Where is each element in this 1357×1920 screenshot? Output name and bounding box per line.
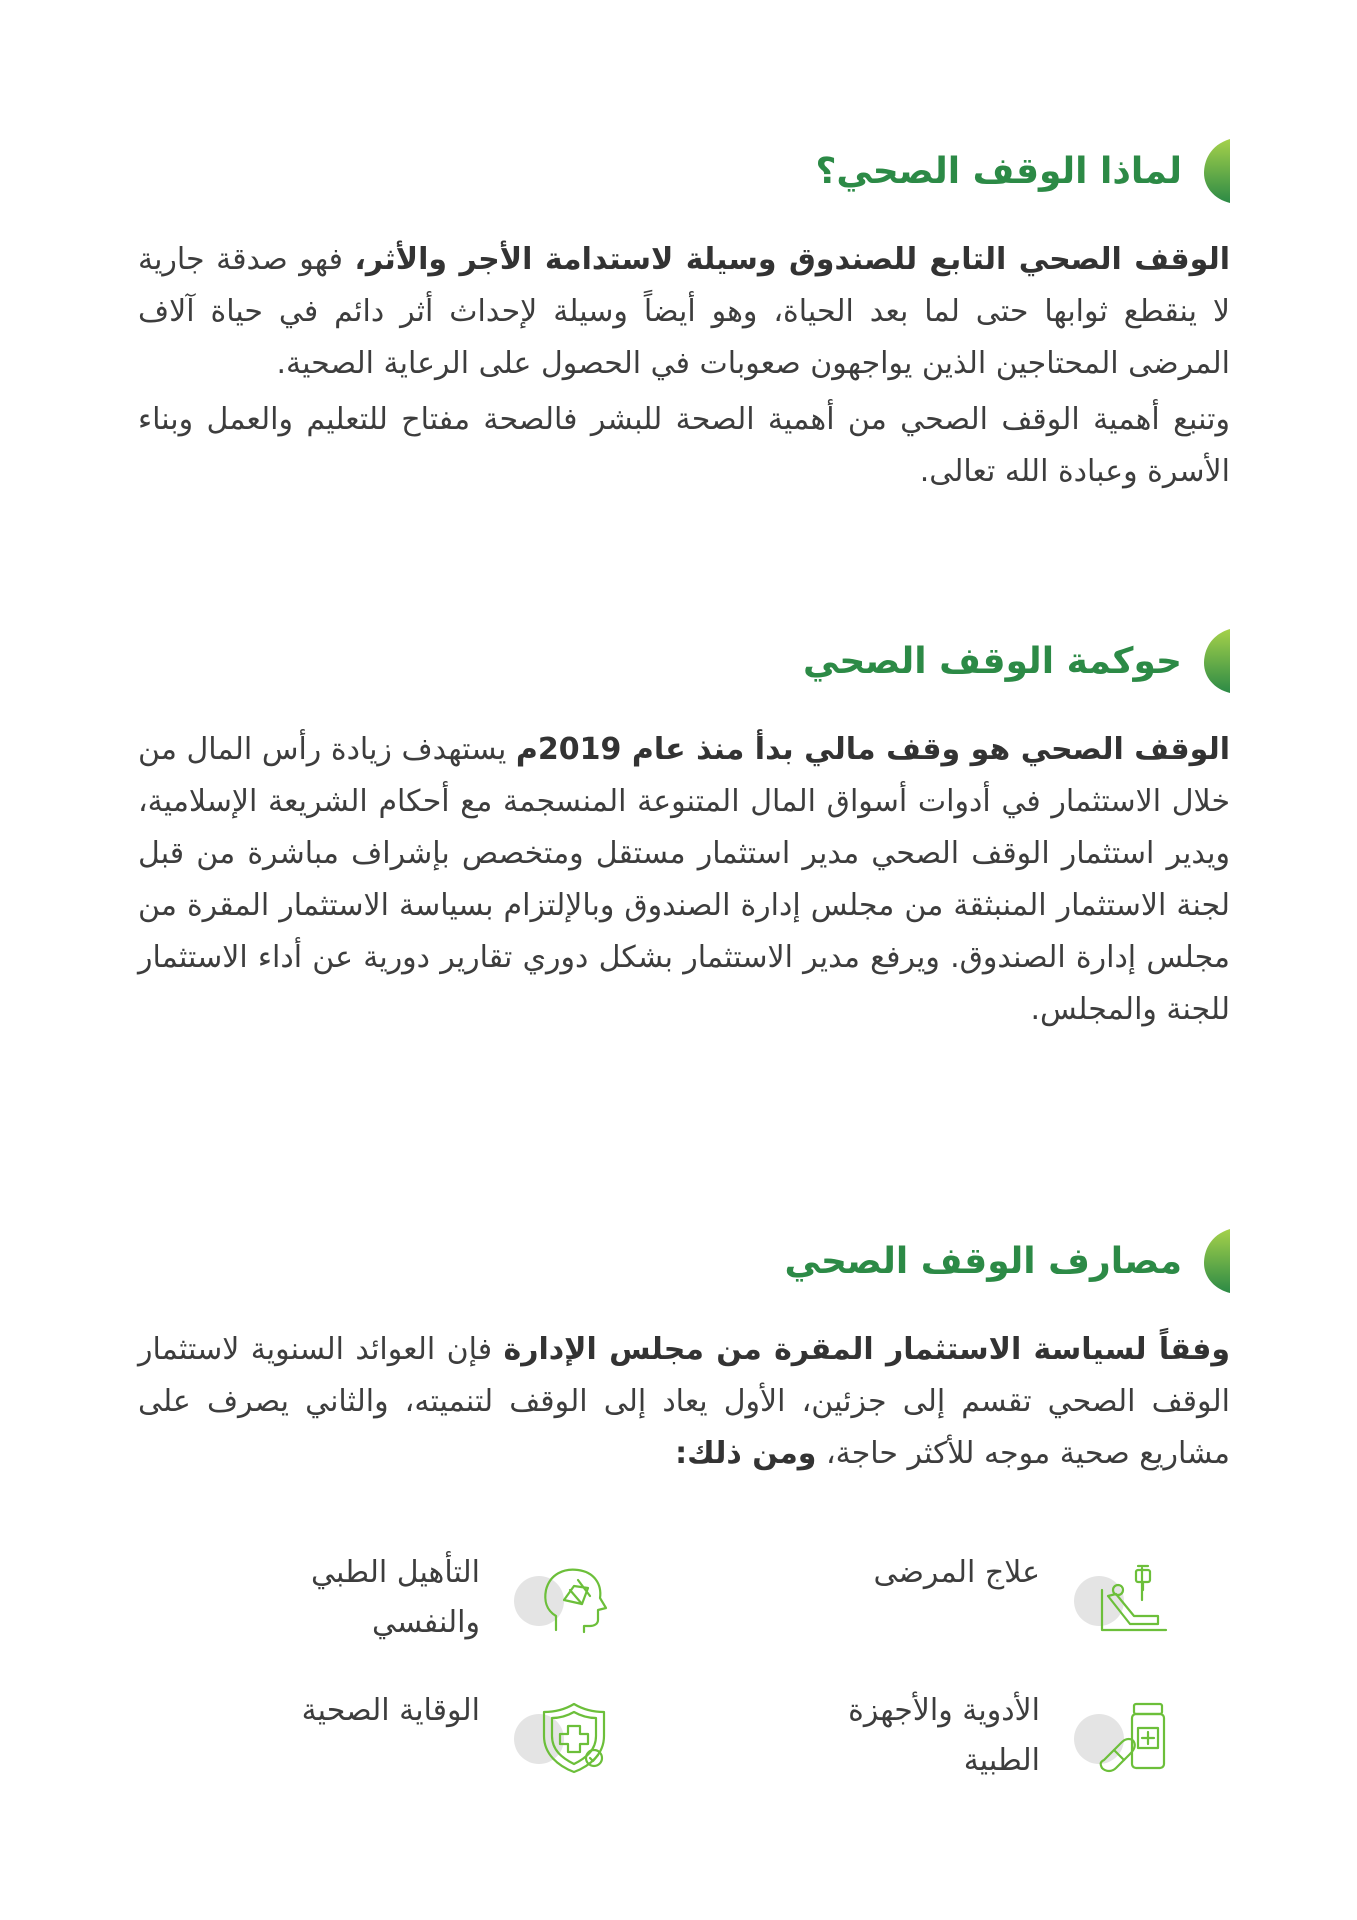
bold-lead-text: وفقاً لسياسة الاستثمار المقرة من مجلس الإدارة	[503, 1332, 1231, 1367]
bold-tail-text: ومن ذلك:	[675, 1436, 817, 1471]
section-paragraph: وتنبع أهمية الوقف الصحي من أهمية الصحة للبشر فالصحة مفتاح للتعليم والعمل وبناء الأسرة وعبادة الله تعالى.	[138, 402, 1230, 489]
expenditure-item	[780, 1548, 1230, 1658]
expenditure-item-label: علاج المرضى	[873, 1555, 1040, 1590]
section-title: مصارف الوقف الصحي	[784, 1240, 1182, 1282]
section-title: حوكمة الوقف الصحي	[802, 640, 1182, 682]
leaf-icon	[1204, 139, 1230, 203]
expenditure-item	[220, 1548, 670, 1658]
expenditure-item-label: التأهيل الطبي والنفسي	[311, 1555, 480, 1640]
section-why-health-waqf	[138, 136, 1230, 498]
section-paragraph	[138, 724, 1230, 1036]
icon-container	[510, 1694, 630, 1784]
icon-container	[1070, 1694, 1190, 1784]
section-heading-row	[138, 626, 1230, 696]
section-heading-row	[138, 136, 1230, 206]
expenditure-item	[780, 1686, 1230, 1796]
icon-container	[1070, 1556, 1190, 1646]
bold-lead-text: الوقف الصحي هو وقف مالي بدأ منذ عام 2019م	[515, 732, 1230, 767]
body-text: فإن العوائد السنوية لاستثمار الوقف الصحي تقسم إلى جزئين، الأول يعاد إلى الوقف لتنميته، والثاني يصرف على مشاريع صحية موجه للأكثر حاجة،	[138, 1332, 1230, 1471]
section-heading-row	[138, 1226, 1230, 1296]
expenditure-item	[220, 1686, 670, 1796]
health-shield-icon	[534, 1698, 614, 1778]
mental-health-icon	[534, 1560, 614, 1640]
bold-lead-text: الوقف الصحي التابع للصندوق وسيلة لاستدامة الأجر والأثر،	[354, 242, 1230, 277]
expenditure-item-label: الأدوية والأجهزة الطبية	[848, 1693, 1040, 1778]
expenditure-item-label: الوقاية الصحية	[301, 1693, 480, 1728]
section-paragraph	[138, 1324, 1230, 1480]
body-text: يستهدف زيادة رأس المال من خلال الاستثمار في أدوات أسواق المال المتنوعة المنسجمة مع أحكام الشريعة الإسلامية، ويدير استثمار الوقف الصحي مدير استثمار مستقل ومتخصص بإشراف مباشرة من قبل لجنة الاستثمار المنبثقة من مجلس إدارة الصندوق وبالإلتزام بسياسة الاستثمار المقرة من مجلس إدارة الصندوق. ويرفع مدير الاستثمار بشكل دوري تقارير دورية عن أداء الاستثمار للجنة والمجلس.	[138, 732, 1230, 1027]
page	[138, 0, 1230, 1920]
leaf-icon	[1204, 1229, 1230, 1293]
leaf-icon	[1204, 629, 1230, 693]
section-waqf-expenditures	[138, 1226, 1230, 1480]
icon-container	[510, 1556, 630, 1646]
section-title: لماذا الوقف الصحي؟	[815, 150, 1182, 192]
medicine-icon	[1094, 1698, 1174, 1778]
section-governance	[138, 626, 1230, 1036]
section-paragraph	[138, 234, 1230, 390]
patient-treatment-icon	[1094, 1560, 1174, 1640]
body-text: فهو صدقة جارية لا ينقطع ثوابها حتى لما بعد الحياة، وهو أيضاً وسيلة لإحداث أثر دائم في حياة آلاف المرضى المحتاجين الذين يواجهون صعوبات في الحصول على الرعاية الصحية.	[138, 242, 1230, 381]
